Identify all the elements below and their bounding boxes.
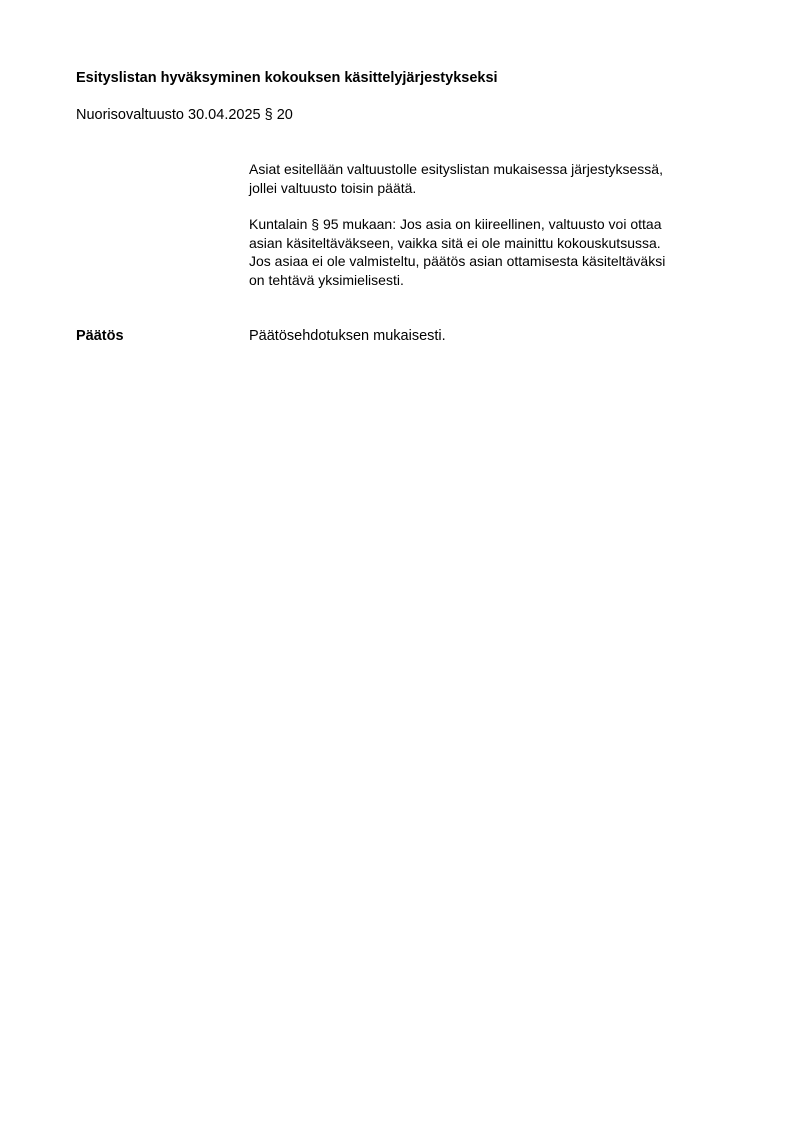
paragraph-line: asian käsiteltäväkseen, vaikka sitä ei ole mainittu kokouskutsussa. [249,234,661,251]
paragraph-presentation [249,160,739,197]
paragraph-line: Kuntalain § 95 mukaan: Jos asia on kiireellinen, valtuusto voi ottaa [249,216,662,232]
paragraph-municipal-law [249,215,739,289]
decision-label: Päätös [76,328,124,344]
paragraph-line: jollei valtuusto toisin päätä. [249,179,417,196]
paragraph-line: Jos asiaa ei ole valmisteltu, päätös asian ottamisesta käsiteltäväksi [249,253,666,269]
document-title: Esityslistan hyväksyminen kokouksen käsittelyjärjestykseksi [76,70,498,86]
decision-text: Päätösehdotuksen mukaisesti. [249,328,446,344]
meeting-info: Nuorisovaltuusto 30.04.2025 § 20 [76,107,293,123]
paragraph-line: Asiat esitellään valtuustolle esityslistan mukaisessa järjestyksessä, [249,161,663,177]
paragraph-line: on tehtävä yksimielisesti. [249,271,404,288]
